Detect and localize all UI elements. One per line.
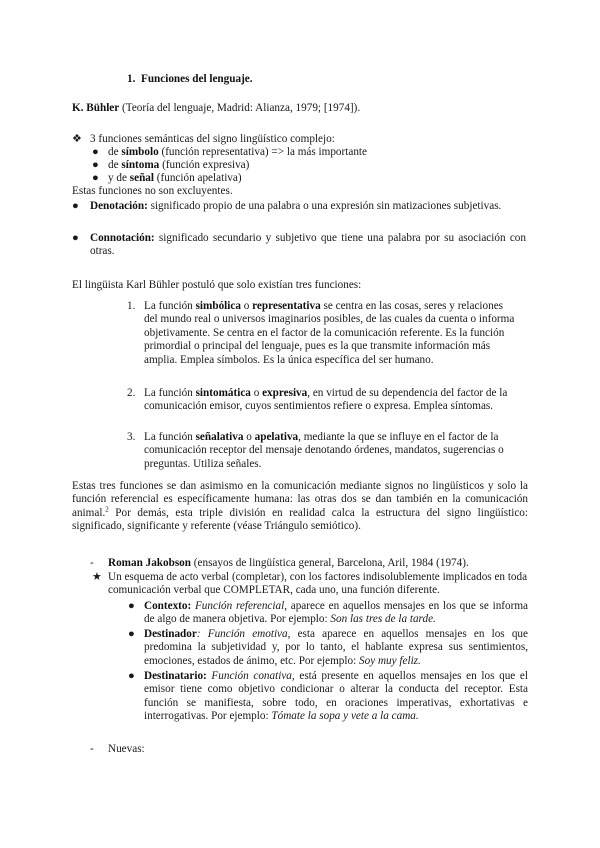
- destinador-item: Destinador: Función emotiva, esta aparece en aquellos mensajes en los que predomina la subjetividad y, por lo tanto, el hablante expresa sus sentimientos, emociones, estados de ánimo, etc. Por ejemplo: Soy muy feliz.: [144, 628, 528, 667]
- bullet-dot-icon: ●: [92, 146, 99, 158]
- denotacion-definition: Denotación: significado propio de una palabra o una expresión sin matizaciones subjetivas.: [90, 200, 502, 212]
- list-item-senal: y de señal (función apelativa): [108, 172, 242, 184]
- list-number-1: 1.: [127, 300, 136, 312]
- bullet-dot-icon: ●: [72, 232, 79, 244]
- bullet-dot-icon: ●: [72, 200, 79, 212]
- buhler-reference: K. Bühler (Teoría del lenguaje, Madrid: Alianza, 1979; [1974]).: [72, 102, 361, 114]
- bullet-dot-icon: ●: [128, 600, 135, 612]
- list-number-3: 3.: [127, 431, 136, 443]
- jakobson-reference: Roman Jakobson (ensayos de lingüística general, Barcelona, Aril, 1984 (1974).: [108, 557, 469, 569]
- contexto-item: Contexto: Función referencial, aparece en aquellos mensajes en los que se informa de algo de manera objetiva. Por ejemplo: Son las tres de la tarde.: [144, 600, 528, 626]
- bullet-dot-icon: ●: [92, 172, 99, 184]
- list-number-2: 2.: [127, 387, 136, 399]
- three-functions-heading: 3 funciones semánticas del signo lingüístico complejo:: [90, 133, 335, 145]
- function-sintomatica-item: La función sintomática o expresiva, en virtud de su dependencia del factor de la comunicación emisor, cuyos sentimientos refiere o expresa. Emplea síntomas.: [144, 387, 508, 413]
- three-functions-paragraph: Estas tres funciones se dan asimismo en la comunicación mediante signos no lingüísticos y solo la función referencial es específicamente humana: las otras dos se dan también en la comunicación animal.$^2$ Por demás, esta triple división en realidad calca la estructura del signo lingüístico: significado, significante y referente (véase Triángulo semiótico).: [72, 480, 528, 533]
- bullet-dot-icon: ●: [128, 670, 135, 682]
- destinatario-item: Destinatario: Función conativa, está presente en aquellos mensajes en los que el emisor tiene como objetivo condicionar o alterar la conducta del receptor. Esta función se manifiesta, sobre todo, en oraciones imperativas, exhortativas e interrogativas. Por ejemplo: Tómate la sopa y vete a la cama.: [144, 670, 528, 723]
- not-exclusive-note: Estas funciones no son excluyentes.: [72, 185, 233, 197]
- section-title: [127, 73, 253, 86]
- function-senalativa-item: La función señalativa o apelativa, mediante la que se influye en el factor de la comunicación receptor del mensaje denotando órdenes, mandatos, sugerencias o preguntas. Utiliza señales.: [144, 431, 504, 470]
- jakobson-scheme-text: Un esquema de acto verbal (completar), con los factores indisolublemente implicados en toda comunicación verbal que COMPLETAR, cada uno, una función diferente.: [108, 571, 528, 597]
- connotacion-definition: Connotación: significado secundario y subjetivo que tiene una palabra por su asociación con otras.: [90, 232, 526, 258]
- bullet-dot-icon: ●: [92, 159, 99, 171]
- buhler-intro-paragraph: El lingüista Karl Bühler postuló que solo existían tres funciones:: [72, 279, 362, 291]
- bullet-dot-icon: ●: [128, 628, 135, 640]
- star-bullet-icon: ★: [92, 571, 103, 583]
- section-number: 1.: [127, 73, 136, 85]
- footnote-ref[interactable]: 2: [105, 505, 109, 514]
- dash-bullet: -: [90, 557, 94, 569]
- diamond-bullet-icon: ❖: [72, 133, 83, 145]
- dash-bullet: -: [90, 743, 94, 755]
- list-item-sintoma: de síntoma (función expresiva): [108, 159, 250, 171]
- nuevas-label: Nuevas:: [108, 743, 145, 755]
- section-title-text: Funciones del lenguaje.: [140, 73, 253, 85]
- list-item-simbolo: de símbolo (función representativa) => la más importante: [108, 146, 367, 158]
- function-simbolica-item: La función simbólica o representativa se centra en las cosas, seres y relaciones del mundo real o universos imaginarios posibles, de las cuales da cuenta o informa objetivamente. Se centra en el factor de la comunicación referente. Es la función primordial o principal del lenguaje, pues es la que transmite información más amplia. Emplea símbolos. Es la única específica del ser humano.: [144, 300, 515, 366]
